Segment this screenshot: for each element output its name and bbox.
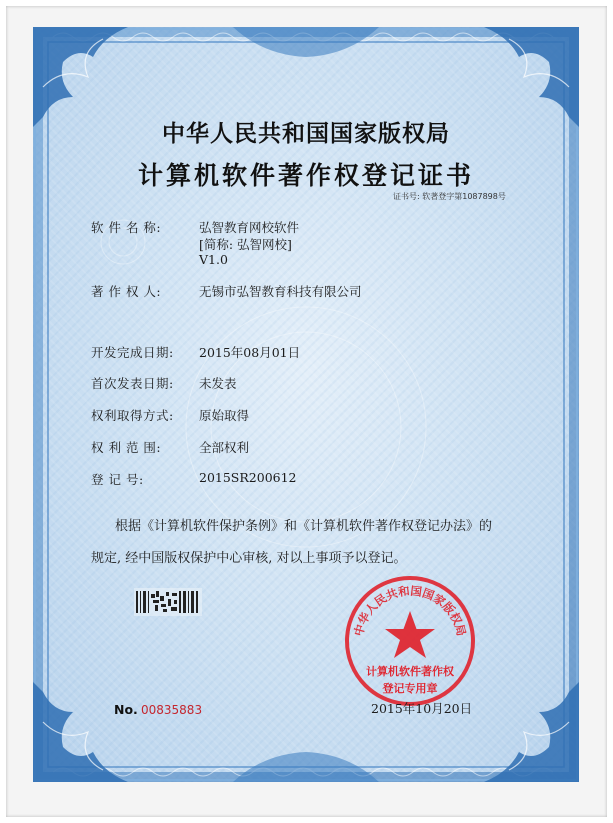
copyright-owner-label: 著 作 权 人:	[91, 284, 162, 299]
rights-scope-value: 全部权利	[199, 440, 250, 455]
rights-scope-label: 权 利 范 围:	[91, 440, 162, 455]
barcode-icon	[134, 588, 202, 616]
registration-number-label: 登 记 号:	[91, 472, 144, 487]
acquisition-method-value: 原始取得	[199, 408, 250, 423]
seal-ring-text: 中华人民共和国国家版权局	[351, 583, 469, 638]
serial-number-value: 00835883	[141, 703, 203, 717]
seal-line-2: 登记专用章	[382, 682, 438, 695]
seal-inner-text	[340, 571, 480, 711]
statement-line-2: 规定, 经中国版权保护中心审核, 对以上事项予以登记。	[91, 551, 407, 566]
serial-number-label: No.	[114, 702, 138, 717]
certificate-title: 计算机软件著作权登记证书	[137, 161, 474, 190]
issuing-authority-title: 中华人民共和国国家版权局	[162, 121, 450, 147]
issue-date: 2015年10月20日	[371, 701, 473, 716]
acquisition-method-label: 权利取得方式:	[91, 408, 174, 423]
software-short-name: [简称: 弘智网校]	[199, 237, 292, 252]
first-publish-date-value: 未发表	[199, 376, 237, 391]
completion-date-label: 开发完成日期:	[91, 345, 174, 360]
top-ornament-icon	[233, 27, 379, 57]
registration-number-value: 2015SR200612	[199, 470, 297, 485]
software-version: V1.0	[199, 252, 228, 267]
seal-line-1: 计算机软件著作权	[366, 665, 454, 678]
software-name-value: 弘智教育网校软件	[199, 220, 300, 235]
bottom-ornament-icon	[233, 752, 379, 782]
copyright-owner-value: 无锡市弘智教育科技有限公司	[199, 284, 362, 299]
statement-line-1: 根据《计算机软件保护条例》和《计算机软件著作权登记办法》的	[115, 519, 493, 534]
software-name-label: 软 件 名 称:	[91, 220, 162, 235]
certificate-number: 证书号: 软著登字第1087898号	[393, 192, 506, 201]
first-publish-date-label: 首次发表日期:	[91, 376, 174, 391]
certificate-paper	[33, 27, 579, 782]
completion-date-value: 2015年08月01日	[199, 345, 301, 360]
